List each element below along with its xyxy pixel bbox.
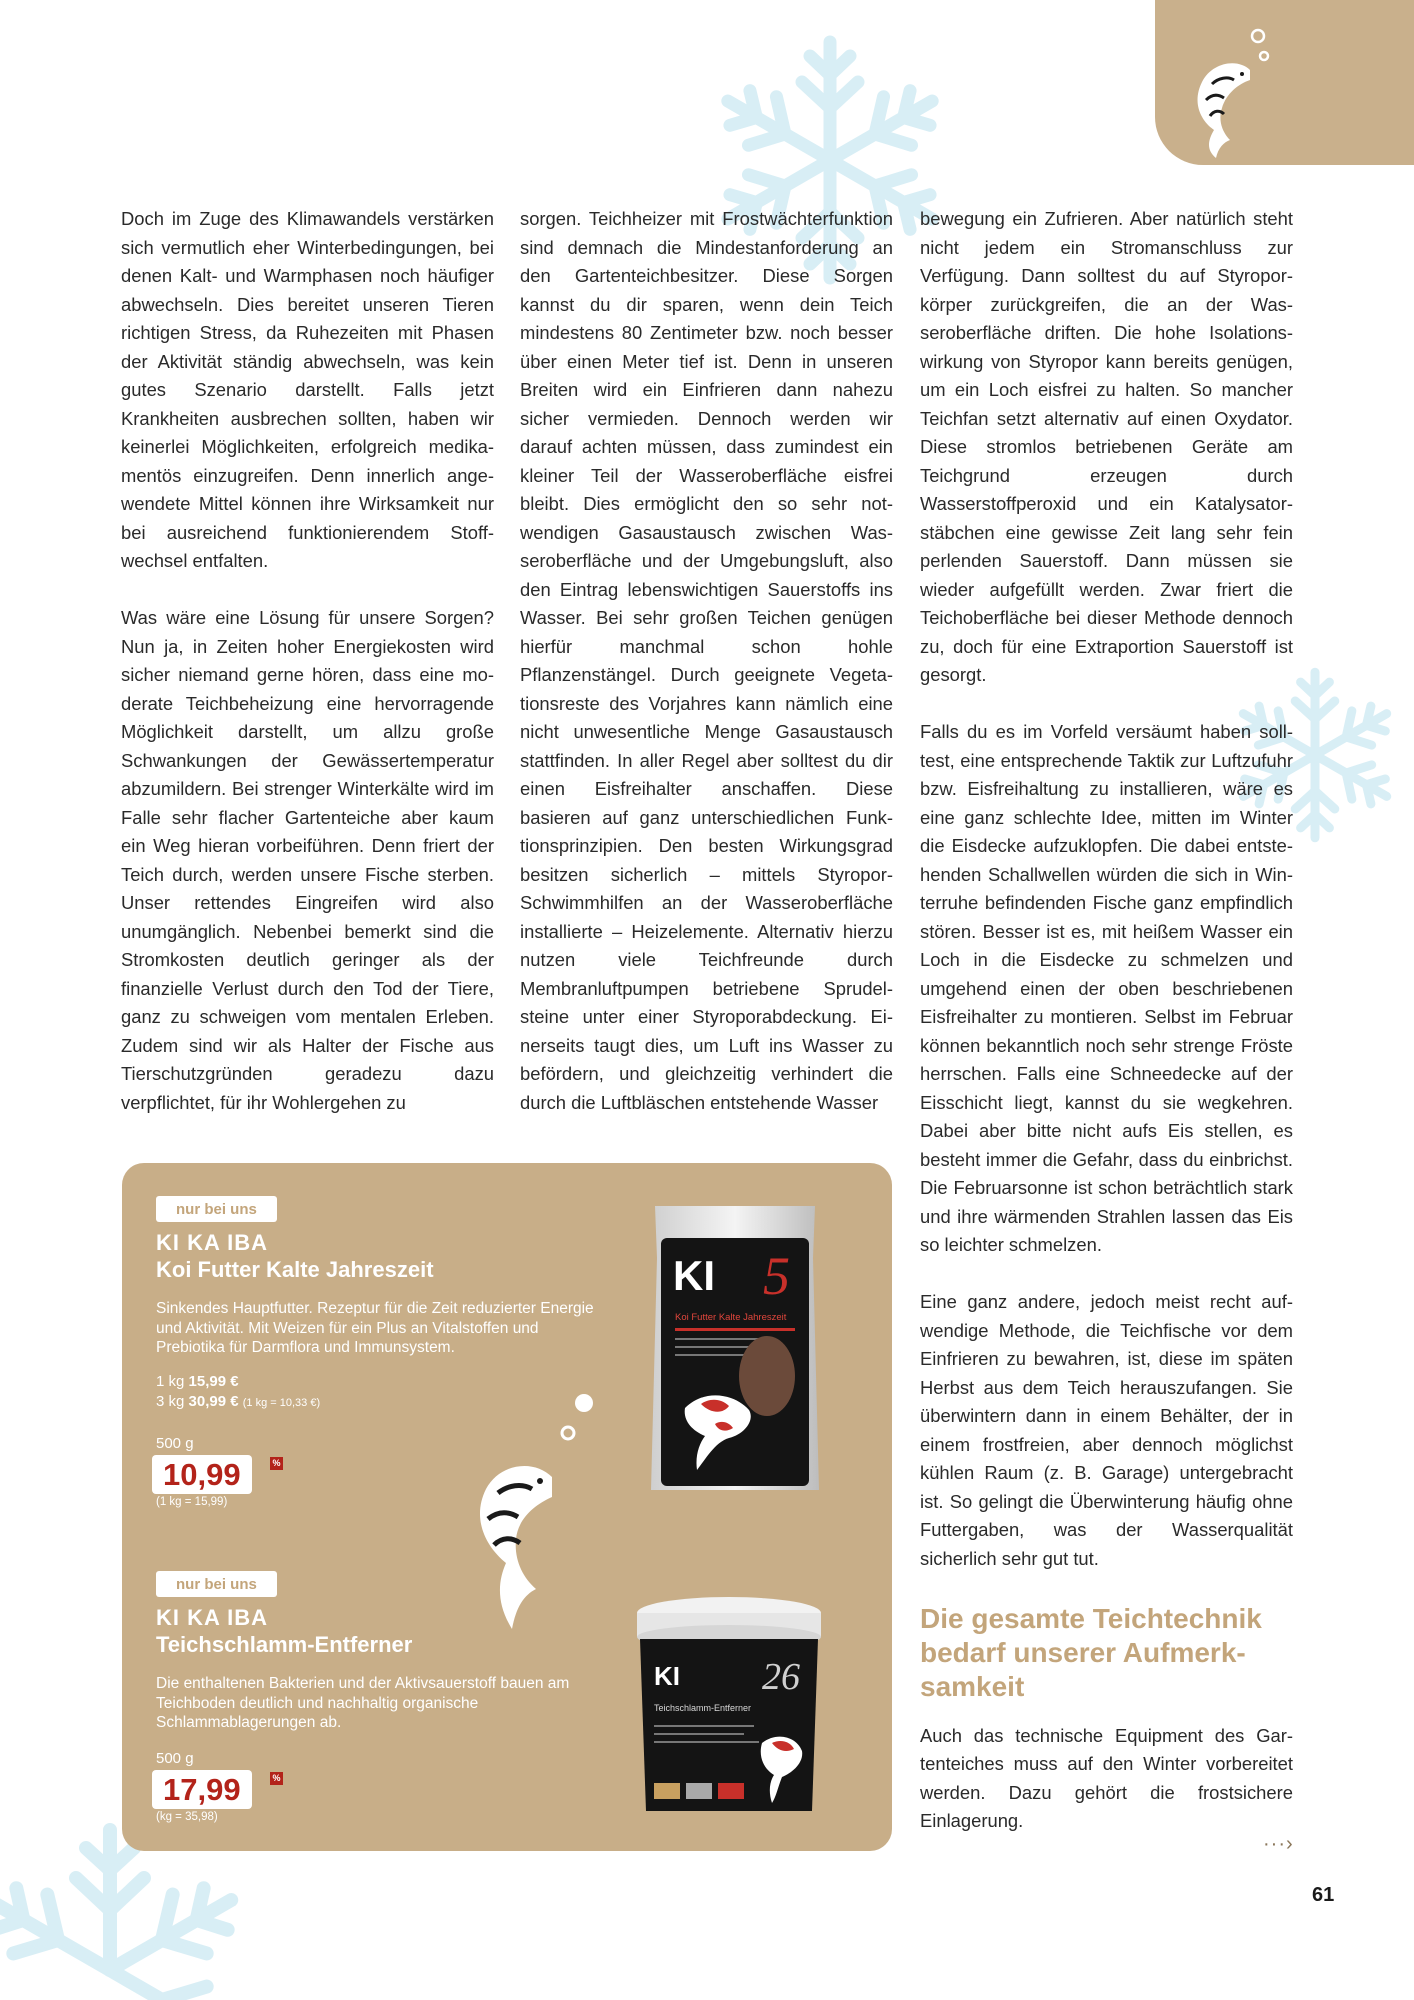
discount-badge: % — [270, 1457, 283, 1470]
pack-label: Koi Futter Kalte Jahreszeit — [675, 1312, 787, 1323]
product-weight: 500 g — [156, 1750, 194, 1767]
price-line-price: 30,99 € — [188, 1393, 239, 1410]
article-column-3 — [920, 205, 1293, 1864]
product-title: Teichschlamm-Entferner — [156, 1632, 413, 1657]
product-brand: KI KA IBA — [156, 1230, 269, 1255]
paragraph: Was wäre eine Lösung für unsere Sorgen? Nun ja, in Zeiten hoher Energiekosten wird sicher niemand gerne hören, dass eine moderate Teichbeheizung eine hervorragende Möglichkeit darstellt, um allzu große Schwankungen der Gewässertemperatur abzumildern. Bei strenger Winterkälte wird im Falle sehr flacher Gartenteiche aber kaum ein Weg hieran vorbeiführen. Denn friert der Teich durch, werden unsere Fische sterben. Unser rettendes Eingreifen wird also unumgänglich. Nebenbei bemerkt sind die Stromkosten deutlich geringer als der finanzielle Verlust durch den Tod der Tiere, ganz zu schweigen vom mentalen Erleben. Zudem sind wir als Halter der Fische aus Tierschutzgründen geradezu dazu verpflichtet, für ihr Wohlergehen zu — [121, 607, 494, 1113]
product-image-koi-food — [645, 1198, 825, 1498]
paragraph: Auch das technische Equipment des Gartenteiches muss auf den Winter vorbereitet werden. Dazu gehört die frostsichere Einlagerung. — [920, 1724, 1293, 1831]
exclusive-badge: nur bei uns — [156, 1196, 277, 1222]
product-image-sludge-remover — [632, 1593, 827, 1823]
page-number: 61 — [1312, 1884, 1335, 1906]
article-column-1 — [121, 205, 494, 1146]
product-weight: 500 g — [156, 1435, 194, 1452]
exclusive-badge: nur bei uns — [156, 1571, 277, 1597]
discount-badge: % — [270, 1772, 283, 1785]
product-brand: KI KA IBA — [156, 1605, 269, 1630]
product-description: Die enthaltenen Bakterien und der Aktivsauerstoff bauen am Teichboden deutlich und nachhaltig organische Schlammablagerungen ab. — [156, 1675, 570, 1731]
pack-brand: KI — [654, 1661, 680, 1691]
paragraph: sorgen. Teichheizer mit Frostwächterfunktion sind demnach die Mindestanforderung an den Gartenteichbesitzer. Diese Sorgen kannst du dir sparen, wenn dein Teich mindestens 80 Zentimeter bzw. noch besser über einen Meter tief ist. Denn in unseren Breiten wird ein Einfrieren dann nahezu sicher vermieden. Dennoch werden wir darauf achten müssen, dass zumindest ein kleiner Teil der Wasseroberfläche eisfrei bleibt. Dies ermöglicht den so sehr notwendigen Gasaustausch zwischen Wasseroberfläche und der Umgebungsluft, also den Eintrag lebenswichtigen Sauerstoffs ins Wasser. Bei sehr großen Teichen genügen hierfür manchmal schon hohle Pflanzenstängel. Durch geeignete Vegetationsreste des Vorjahres kann nämlich eine nicht unwesentliche Menge Gasaustausch stattfinden. In aller Regel aber solltest du dir einen Eisfreihalter anschaffen. Diese basieren auf ganz unterschiedlichen Funktionsprinzipien. Den besten Wirkungsgrad besitzen sicherlich – mittels Styropor-Schwimmhilfen an der Wasseroberfläche installierte – Heizelemente. Alternativ hierzu nutzen viele Teichfreunde durch Membranluftpumpen betriebene Sprudelsteine unter einer Styroporabdeckung. Einerseits taugt dies, um Luft ins Wasser zu befördern, und gleichzeitig verhindert die durch die Luftbläschen entstehende Wasser — [520, 208, 893, 1113]
price-line — [156, 1373, 239, 1390]
product-description: Sinkendes Hauptfutter. Rezeptur für die Zeit reduzierter Energie und Aktivität. Mit Weizen für ein Plus an Vitalstoffen und Prebiotika für Darmflora und Immunsystem. — [156, 1300, 594, 1356]
price-line-weight: 1 kg — [156, 1373, 185, 1390]
paragraph: Eine ganz andere, jedoch meist recht aufwendige Methode, die Teichfische vor dem Einfrieren zu bewahren, ist, diese im späten Herbst aus dem Teich herauszufangen. Sie überwintern dann in einem Behälter, der in einem frostfreien, aber dennoch möglichst kühlen Raum (z. B. Garage) untergebracht ist. So gelingt die Überwinterung häufig ohne Futtergaben, was der Wasserqualität sicherlich sehr gut tut. — [920, 1291, 1293, 1569]
unit-price: (kg = 35,98) — [156, 1811, 218, 1823]
pack-number: 26 — [762, 1656, 800, 1698]
price-line — [156, 1393, 320, 1410]
section-heading: Die gesamte Teichtechnik bedarf unserer Aufmerksamkeit — [920, 1602, 1262, 1702]
paragraph: bewegung ein Zufrieren. Aber natürlich steht nicht jedem ein Stromanschluss zur Verfügung. Dann solltest du auf Styroporkörper zurückgreifen, die an der Wasseroberfläche driften. Die hohe Isolationswirkung von Styropor kann bereits genügen, um ein Loch eisfrei zu halten. So mancher Teichfan setzt alternativ auf einen Oxydator. Diese stromlos betriebenen Geräte am Teichgrund erzeugen durch Wasserstoffperoxid und ein Katalysatorstäbchen eine gewisse Zeit lang sehr fein perlenden Sauerstoff. Dann müssen sie wieder aufgefüllt werden. Zwar friert die Teichoberfläche bei dieser Methode dennoch zu, doch für eine Extraportion Sauerstoff ist gesorgt. — [920, 208, 1293, 685]
pack-number: 5 — [763, 1246, 790, 1306]
pack-brand: KI — [673, 1252, 715, 1299]
price-tag: 17,99 — [152, 1770, 252, 1809]
price-line-weight: 3 kg — [156, 1393, 185, 1410]
koi-fish-icon — [442, 1393, 602, 1638]
koi-fish-icon — [1178, 22, 1278, 162]
paragraph: Falls du es im Vorfeld versäumt haben solltest, eine entsprechende Taktik zur Luftzufuhr bzw. Eisfreihaltung zu installieren, wäre es eine ganz schlechte Idee, mitten im Winter die Eisdecke aufzuklopfen. Die dabei entstehenden Schallwellen würden die sich in Winterruhe befindenden Fische ganz empfindlich stören. Besser ist es, mit heißem Wasser ein Loch in die Eisdecke zu schmelzen und umgehend einen der oben beschriebenen Eisfreihalter zu montieren. Selbst im Februar können bekanntlich noch sehr strenge Fröste herrschen. Falls eine Schneedecke auf der Eisschicht liegt, kannst du sie wegkehren. Dabei aber bitte nicht aufs Eis stellen, es besteht immer die Gefahr, dass du einbrichst. Die Februarsonne ist schon beträchtlich stark und ihre wärmenden Strahlen lassen das Eis so leichter schmelzen. — [920, 721, 1293, 1255]
price-line-unit: (1 kg = 10,33 €) — [242, 1397, 321, 1409]
unit-price: (1 kg = 15,99) — [156, 1496, 228, 1508]
article-column-2 — [520, 205, 893, 1146]
price-line-price: 15,99 € — [188, 1373, 239, 1390]
price-tag: 10,99 — [152, 1455, 252, 1494]
paragraph: Doch im Zuge des Klimawandels verstärken sich vermutlich eher Winterbedingungen, bei denen Kalt- und Warmphasen noch häufiger abwechseln. Dies bereitet unseren Tieren richtigen Stress, da Ruhezeiten mit Phasen der Aktivität ständig abwechseln, was kein gutes Szenario darstellt. Falls jetzt Krankheiten ausbrechen sollten, haben wir keinerlei Möglichkeiten, erfolgreich medikamentös einzugreifen. Denn innerlich angewendete Mittel können ihre Wirksamkeit nur bei ausreichend funktionierendem Stoffwechsel entfalten. — [121, 208, 494, 571]
promo-box — [122, 1163, 892, 1851]
continue-arrow-icon[interactable]: ···› — [1263, 1833, 1294, 1855]
pack-label: Teichschlamm-Entferner — [654, 1703, 752, 1713]
product-title: Koi Futter Kalte Jahreszeit — [156, 1257, 434, 1282]
